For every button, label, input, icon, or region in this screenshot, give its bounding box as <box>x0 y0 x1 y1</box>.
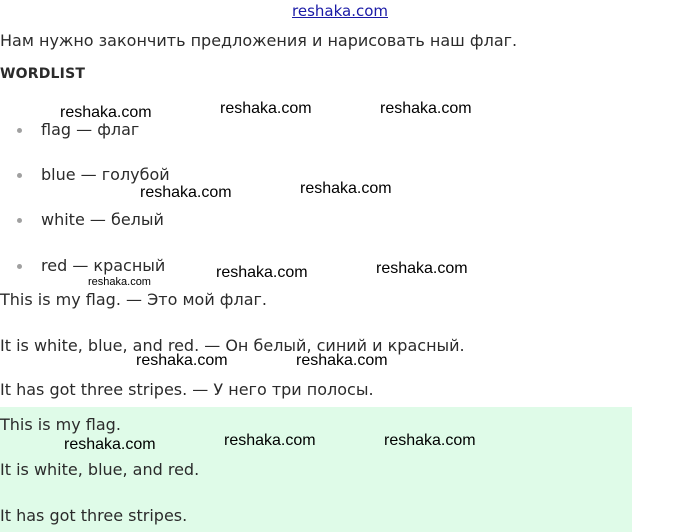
bullet-icon <box>17 264 22 269</box>
watermark-text: reshaka.com <box>216 264 308 281</box>
watermark-text: reshaka.com <box>380 100 472 117</box>
watermark-text: reshaka.com <box>300 180 392 197</box>
watermark-text: reshaka.com <box>224 432 316 449</box>
answer-line: It is white, blue, and red. <box>0 460 200 479</box>
answer-line: This is my flag. <box>0 415 121 434</box>
sentence-translation: It is white, blue, and red. — Он белый, синий и красный. <box>0 336 465 355</box>
bullet-icon <box>17 218 22 223</box>
watermark-text: reshaka.com <box>136 352 228 369</box>
watermark-text: reshaka.com <box>384 432 476 449</box>
sentence-translation: It has got three stripes. — У него три полосы. <box>0 380 374 399</box>
watermark-text: reshaka.com <box>296 352 388 369</box>
answer-line: It has got three stripes. <box>0 506 188 525</box>
watermark-text: reshaka.com <box>376 260 468 277</box>
intro-text: Нам нужно закончить предложения и нарисовать наш флаг. <box>0 31 518 50</box>
watermark-text: reshaka.com <box>64 436 156 453</box>
wordlist-item: red — красный <box>41 256 166 275</box>
watermark-text: reshaka.com <box>220 100 312 117</box>
watermark-text: reshaka.com <box>60 104 152 121</box>
wordlist-item: blue — голубой <box>41 165 170 184</box>
wordlist-title: WORDLIST <box>0 66 86 82</box>
site-header-link[interactable]: reshaka.com <box>292 2 388 20</box>
watermark-text: reshaka.com <box>88 276 151 288</box>
wordlist-item: white — белый <box>41 210 164 229</box>
watermark-text: reshaka.com <box>140 184 232 201</box>
sentence-translation: This is my flag. — Это мой флаг. <box>0 290 267 309</box>
bullet-icon <box>17 173 22 178</box>
bullet-icon <box>17 128 22 133</box>
wordlist-item: flag — флаг <box>41 120 140 139</box>
